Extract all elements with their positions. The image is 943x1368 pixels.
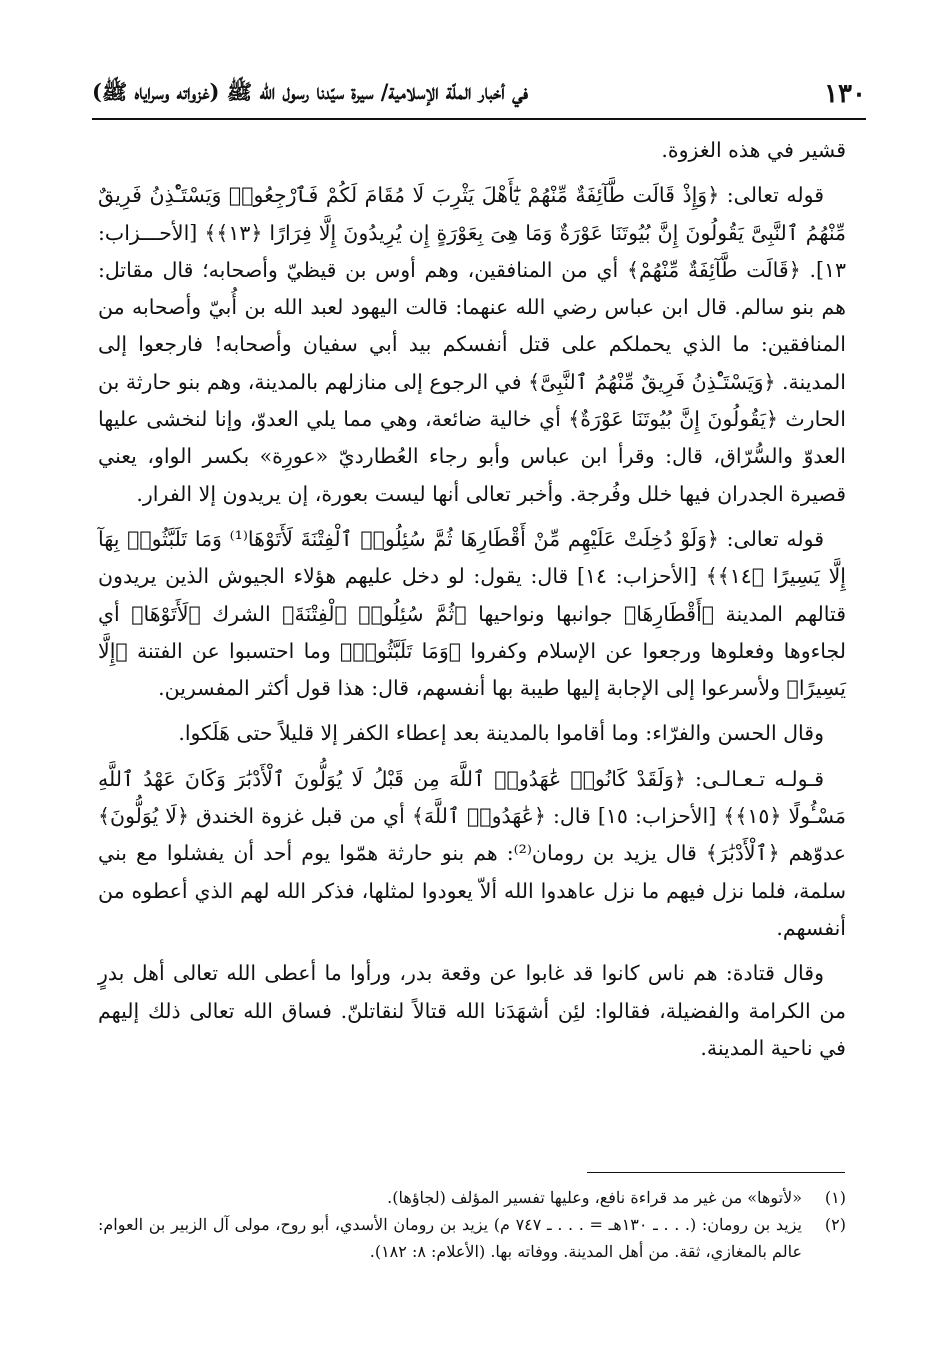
footnote-separator [587,1172,845,1173]
footnote-2 [98,1211,846,1265]
paragraph-qatada: وقال قتادة: هم ناس كانوا قد غابوا عن وقعة بدر، ورأوا ما أعطى الله تعالى أهل بدرٍ من الكرامة والفضيلة، فقالوا: لئِن أشهَدَنا الله قتالاً لنقاتلنّ. فساق الله تعالى ذلك إليهم في ناحية المدينة. [98,961,846,1060]
footnote-text: «لأتوها» من غير مد قراءة نافع، وعليها تفسير المؤلف (لجاؤها). [387,1188,802,1207]
paragraph-continuation: قشير في هذه الغزوة. [661,138,846,162]
running-header [92,72,866,116]
footnote-1 [98,1184,846,1211]
paragraph-verse-14: قوله تعالى: ﴿وَلَوْ دُخِلَتْ عَلَيْهِم مِّنْ أَقْطَارِهَا ثُمَّ سُئِلُوا۟ ٱلْفِتْنَةَ لَأَتَوْهَا⁽¹⁾ وَمَا تَلَبَّثُوا۟ بِهَآ إِلَّا يَسِيرًا ﴿١٤﴾﴾ [الأحزاب: ١٤] قال: يقول: لو دخل عليهم هؤلاء الجيوش الذين يريدون قتالهم المدينة ﴿أَقْطَارِهَا﴾ جوانبها ونواحيها ﴿ثُمَّ سُئِلُوا۟ ٱلْفِتْنَةَ﴾ الشرك ﴿لَأَتَوْهَا﴾ أي لجاءوها وفعلوها ورجعوا عن الإسلام وكفروا ﴿وَمَا تَلَبَّثُوا۟﴾ وما احتسبوا عن الفتنة ﴿إِلَّا يَسِيرًا﴾ ولأسرعوا إلى الإجابة إليها طيبة بها أنفسهم، قال: هذا قول أكثر المفسرين. [98,526,846,701]
paragraph-verse-13: قوله تعالى: ﴿وَإِذْ قَالَت طَّآئِفَةٌ مِّنْهُمْ يَٰٓأَهْلَ يَثْرِبَ لَا مُقَامَ لَكُمْ فَٱرْجِعُوا۟ وَيَسْتَـْٔذِنُ فَرِيقٌ مِّنْهُمُ ٱلنَّبِىَّ يَقُولُونَ إِنَّ بُيُوتَنَا عَوْرَةٌ وَمَا هِىَ بِعَوْرَةٍ إِن يُرِيدُونَ إِلَّا فِرَارًا ﴿١٣﴾﴾ [الأحـــزاب: ١٣]. ﴿قَالَت طَّآئِفَةٌ مِّنْهُمْ﴾ أي من المنافقين، وهم أوس بن قيظيّ وأصحابه؛ قال مقاتل: هم بنو سالم. قال ابن عباس رضي الله عنهما: قالت اليهود لعبد الله بن أُبيّ وأصحابه من المنافقين: ما الذي يحملكم على قتل أنفسكم بيد أبي سفيان وأصحابه! فارجعوا إلى المدينة. ﴿وَيَسْتَـْٔذِنُ فَرِيقٌ مِّنْهُمُ ٱلنَّبِىَّ﴾ في الرجوع إلى منازلهم بالمدينة، وهم بنو حارثة بن الحارث ﴿يَقُولُونَ إِنَّ بُيُوتَنَا عَوْرَةٌ﴾ أي خالية ضائعة، وهي مما يلي العدوّ، وإنا لنخشى عليها العدوّ والسُّرّاق، قال: وقرأ ابن عباس وأبو رجاء العُطارديّ «عورِة» بكسر الواو، يعني قصيرة الجدران فيها خلل وفُرجة. وأخبر تعالى أنها ليست بعورة، إن يريدون إلا الفرار. [98,183,846,506]
main-text [98,132,846,1075]
footnote-mark: (١) [824,1188,846,1207]
footnote-text: يزيد بن رومان: (. . . ـ ١٣٠هـ = . . . ـ ٧٤٧ م) يزيد بن رومان الأسدي، أبو روح، مولى آل الزبير بن العوام: عالم بالمغازي، ثقة. من أهل المدينة. ووفاته بها. (الأعلام: ٨: ١٨٢). [98,1215,803,1261]
footnotes [98,1184,846,1265]
header-title: في أخبار الملّة الإسلامية/ سيرة سيّدنا رسول الله ﷺ (غزواته وسراياه ﷺ) [92,78,529,104]
page-number: ١٣٠ [824,79,866,109]
paragraph-verse-15: قـولـه تـعـالـى: ﴿وَلَقَدْ كَانُوا۟ عَٰهَدُوا۟ ٱللَّهَ مِن قَبْلُ لَا يُوَلُّونَ ٱلْأَدْبَٰرَ وَكَانَ عَهْدُ ٱللَّهِ مَسْـُٔولًا ﴿١٥﴾﴾ [الأحزاب: ١٥] قال: ﴿عَٰهَدُوا۟ ٱللَّهَ﴾ أي من قبل غزوة الخندق ﴿لَا يُوَلُّونَ﴾ عدوّهم ﴿ٱلْأَدْبَٰرَ﴾ قال يزيد بن رومان⁽²⁾: هم بنو حارثة همّوا يوم أحد أن يفشلوا مع بني سلمة، فلما نزل فيهم ما نزل عاهدوا الله ألاّ يعودوا لمثلها، فذكر الله لهم الذي أعطوه من أنفسهم. [98,766,847,940]
paragraph-hasan-farra: وقال الحسن والفرّاء: وما أقاموا بالمدينة بعد إعطاء الكفر إلا قليلاً حتى هَلَكوا. [178,721,824,746]
footnote-mark: (٢) [824,1215,846,1234]
header-rule [92,118,866,120]
